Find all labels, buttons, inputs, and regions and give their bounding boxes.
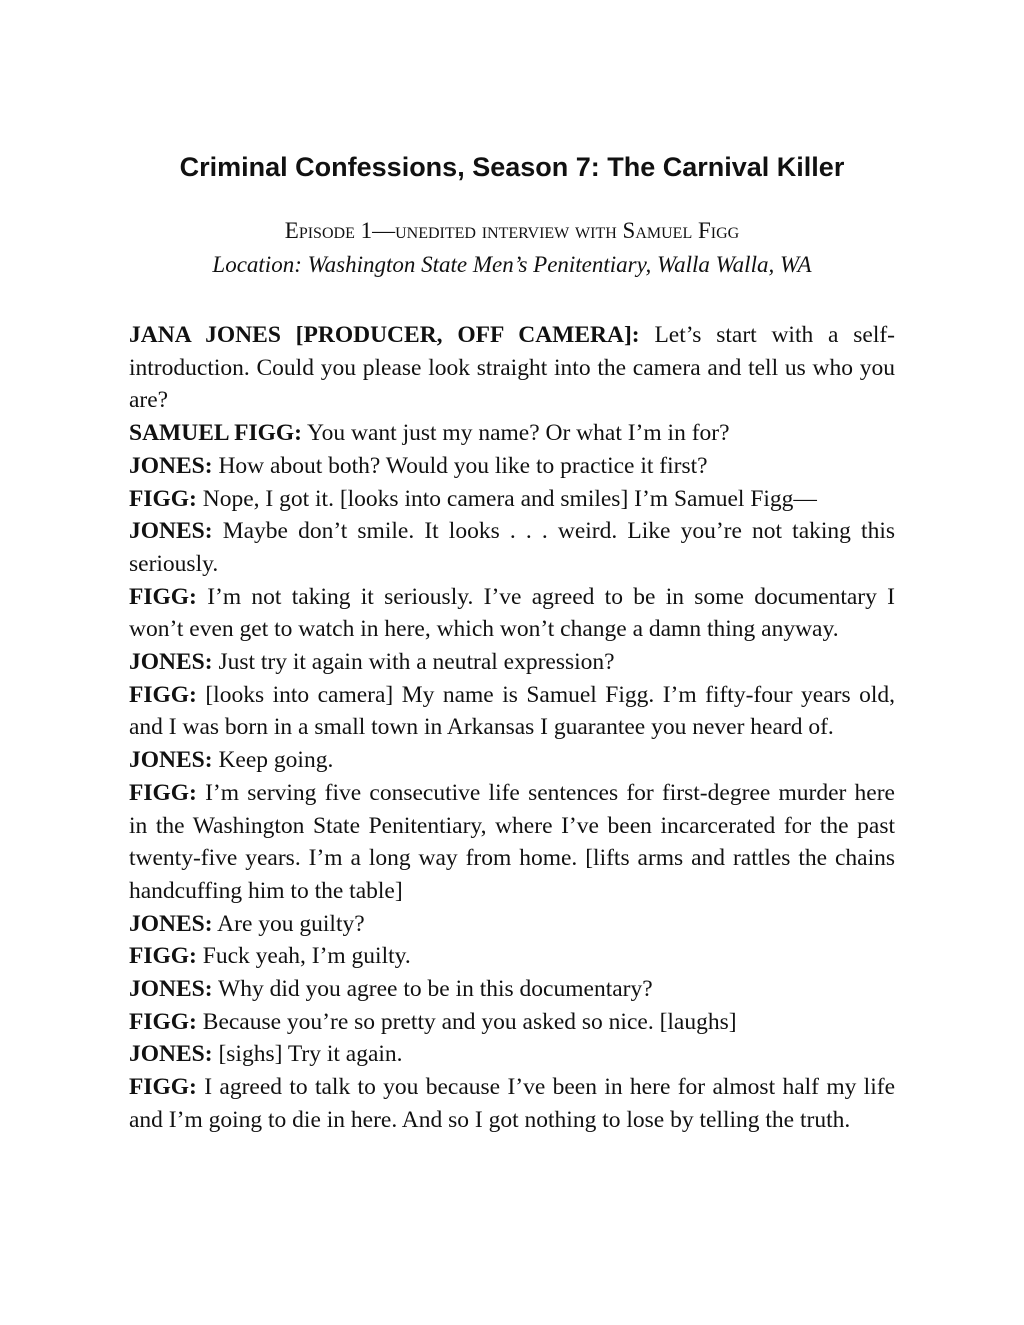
speaker-label: FIGG: (129, 583, 197, 610)
speaker-label: JONES: (129, 910, 213, 937)
speaker-label: JANA JONES [PRODUCER, OFF CAMERA]: (129, 322, 640, 348)
transcript-line (129, 417, 895, 450)
speaker-label: JONES: (129, 452, 213, 479)
dialogue-text: Why did you agree to be in this documentary? (218, 976, 653, 1003)
speaker-label: FIGG: (129, 1074, 197, 1101)
transcript-line (129, 1038, 895, 1071)
speaker-label: JONES: (129, 747, 213, 774)
interview-transcript (129, 319, 895, 1137)
dialogue-text: Fuck yeah, I’m guilty. (202, 943, 411, 970)
dialogue-text: Let’s start with a self-introduction. Could you please look straight into the camera and tell us who you are? (129, 322, 896, 414)
speaker-label: FIGG: (129, 681, 197, 708)
transcript-line (129, 940, 895, 973)
speaker-label: FIGG: (129, 779, 197, 806)
document-title: Criminal Confessions, Season 7: The Carnival Killer (179, 152, 845, 182)
transcript-line (129, 973, 895, 1006)
dialogue-text: Maybe don’t smile. It looks . . . weird. Like you’re not taking this seriously. (129, 518, 895, 577)
dialogue-text: You want just my name? Or what I’m in for? (307, 420, 730, 447)
transcript-line (129, 581, 895, 646)
transcript-line (129, 908, 895, 941)
transcript-line (129, 646, 895, 679)
location-line: Location: Washington State Men’s Penitentiary, Walla Walla, WA (212, 252, 812, 277)
transcript-line (129, 777, 895, 908)
speaker-label: FIGG: (129, 485, 197, 512)
episode-subtitle: Episode 1—unedited interview with Samuel Figg (284, 218, 740, 243)
transcript-line (129, 744, 895, 777)
speaker-label: JONES: (129, 1041, 213, 1068)
dialogue-text: Are you guilty? (217, 910, 365, 937)
transcript-line (129, 483, 895, 516)
dialogue-text: Because you’re so pretty and you asked so nice. [laughs] (202, 1008, 737, 1035)
speaker-label: FIGG: (129, 943, 197, 970)
dialogue-text: Nope, I got it. [looks into camera and smiles] I’m Samuel Figg— (202, 485, 817, 512)
dialogue-text: How about both? Would you like to practice it first? (218, 452, 708, 479)
speaker-label: SAMUEL FIGG: (129, 420, 303, 447)
speaker-label: JONES: (129, 976, 213, 1003)
transcript-line (129, 1006, 895, 1039)
speaker-label: JONES: (129, 649, 213, 676)
dialogue-text: Just try it again with a neutral expression? (218, 649, 615, 676)
dialogue-text: [sighs] Try it again. (218, 1041, 403, 1068)
dialogue-text: Keep going. (218, 747, 334, 774)
transcript-line (129, 1071, 895, 1136)
dialogue-text: I’m serving five consecutive life sentences for first-degree murder here in the Washington State Penitentiary, where I’ve been incarcerated for the past twenty-five years. I’m a long way from home. [lifts arms and rattles the chains handcuffing him to the table] (129, 779, 895, 904)
speaker-label: FIGG: (129, 1008, 197, 1035)
speaker-label: JONES: (129, 518, 213, 545)
dialogue-text: I’m not taking it seriously. I’ve agreed to be in some documentary I won’t even get to watch in here, which won’t change a damn thing anyway. (129, 583, 895, 643)
transcript-line (129, 450, 895, 483)
dialogue-text: I agreed to talk to you because I’ve been in here for almost half my life and I’m going to die in here. And so I got nothing to lose by telling the truth. (129, 1074, 895, 1133)
transcript-line (129, 679, 895, 744)
transcript-line (129, 515, 895, 580)
dialogue-text: [looks into camera] My name is Samuel Figg. I’m fifty-four years old, and I was born in a small town in Arkansas I guarantee you never heard of. (129, 681, 895, 741)
transcript-line (129, 319, 895, 417)
